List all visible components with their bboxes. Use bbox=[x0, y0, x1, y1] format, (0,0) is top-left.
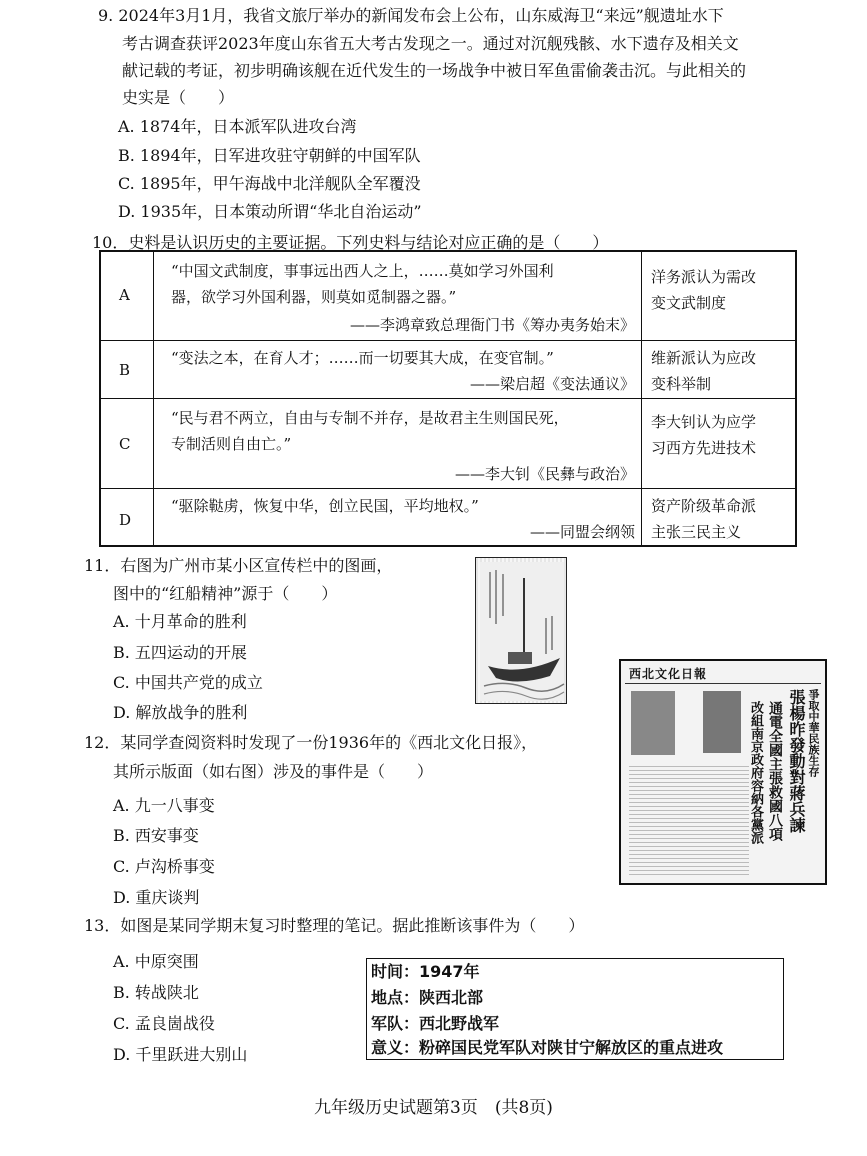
q12-option-d: D. 重庆谈判 bbox=[113, 888, 200, 907]
newspaper-headline-3: 通電全國主張救國八項 bbox=[767, 701, 783, 841]
row-conclusion-line: 洋务派认为需改 bbox=[651, 268, 757, 286]
row-quote-line: “民与君不两立，自由与专制不并存，是故君主生则国民死， bbox=[171, 409, 569, 427]
row-letter: C bbox=[119, 435, 131, 453]
row-conclusion-line: 变文武制度 bbox=[651, 294, 727, 312]
q12-option-c: C. 卢沟桥事变 bbox=[113, 857, 215, 876]
q12-option-a: A. 九一八事变 bbox=[113, 796, 215, 815]
q13-stem: 13．如图是某同学期末复习时整理的笔记。据此推断该事件为（ ） bbox=[84, 916, 585, 935]
q12-stem-line-1: 12．某同学查阅资料时发现了一份1936年的《西北文化日报》， bbox=[84, 733, 538, 752]
newspaper-headline-4: 改組南京政府容納各黨派 bbox=[748, 701, 763, 844]
row-quote-line: “变法之本，在育人才；……而一切要其大成，在变官制。” bbox=[171, 349, 554, 367]
q11-option-d: D. 解放战争的胜利 bbox=[113, 703, 248, 722]
q11-option-b: B. 五四运动的开展 bbox=[113, 643, 247, 662]
portrait-photo bbox=[703, 691, 741, 753]
q9-stem-line-4: 史实是（ ） bbox=[122, 88, 235, 107]
table-row bbox=[101, 340, 795, 398]
row-quote-line: 器，欲学习外国利器，则莫如觅制器之器。” bbox=[171, 288, 457, 306]
q13-option-c: C. 孟良崮战役 bbox=[113, 1014, 215, 1033]
row-conclusion-line: 主张三民主义 bbox=[651, 523, 742, 541]
q13-option-b: B. 转战陕北 bbox=[113, 983, 199, 1002]
q9-option-a: A. 1874年，日本派军队进攻台湾 bbox=[118, 117, 357, 136]
newspaper-clipping bbox=[619, 659, 827, 885]
q13-option-d: D. 千里跃进大别山 bbox=[113, 1045, 248, 1064]
q10-stem: 10．史料是认识历史的主要证据。下列史料与结论对应正确的是（ ） bbox=[92, 233, 609, 252]
q9-stem-line-3: 献记载的考证，初步明确该舰在近代发生的一场战争中被日军鱼雷偷袭击沉。与此相关的 bbox=[122, 61, 747, 80]
row-quote-line: “中国文武制度，事事远出西人之上，……莫如学习外国利 bbox=[171, 262, 554, 280]
row-source: ——同盟会纲领 bbox=[529, 523, 635, 541]
row-source: ——李鸿章致总理衙门书《筹办夷务始末》 bbox=[349, 316, 635, 334]
red-boat-drawing bbox=[476, 558, 567, 704]
row-conclusion-line: 资产阶级革命派 bbox=[651, 497, 757, 515]
row-conclusion-line: 李大钊认为应学 bbox=[651, 413, 757, 431]
note-place: 地点：陕西北部 bbox=[371, 988, 484, 1007]
newspaper-masthead: 西北文化日報 bbox=[629, 667, 708, 681]
page-footer: 九年级历史试题第3页 (共8页) bbox=[314, 1098, 553, 1118]
q9-stem-line-1: 9. 2024年3月1月，我省文旅厅举办的新闻发布会上公布，山东威海卫“来远”舰遗址水下 bbox=[98, 6, 724, 25]
row-letter: B bbox=[119, 361, 131, 379]
row-conclusion-line: 变科举制 bbox=[651, 375, 712, 393]
table-row bbox=[101, 398, 795, 488]
article-text-block bbox=[629, 765, 749, 875]
note-time: 时间：1947年 bbox=[371, 962, 480, 981]
q11-option-c: C. 中国共产党的成立 bbox=[113, 673, 263, 692]
row-letter: A bbox=[119, 286, 130, 304]
table-row bbox=[101, 488, 795, 549]
row-conclusion-line: 习西方先进技术 bbox=[651, 439, 757, 457]
note-army: 军队：西北野战军 bbox=[371, 1014, 500, 1033]
q11-option-a: A. 十月革命的胜利 bbox=[113, 612, 247, 631]
masthead-rule bbox=[625, 683, 821, 684]
review-note-box bbox=[366, 958, 784, 1060]
q9-option-d: D. 1935年，日本策动所谓“华北自治运动” bbox=[118, 202, 422, 221]
row-source: ——梁启超《变法通议》 bbox=[469, 375, 635, 393]
q12-stem-line-2: 其所示版面（如右图）涉及的事件是（ ） bbox=[113, 762, 434, 781]
q13-option-a: A. 中原突围 bbox=[113, 952, 199, 971]
row-quote-line: “驱除鞑虏，恢复中华，创立民国，平均地权。” bbox=[171, 497, 479, 515]
portrait-photo bbox=[631, 691, 675, 755]
table-row bbox=[101, 252, 795, 340]
red-boat-illustration bbox=[475, 557, 567, 704]
q11-stem-line-1: 11．右图为广州市某小区宣传栏中的图画， bbox=[84, 556, 393, 575]
newspaper-headline-1: 爭取中華民族生存 bbox=[807, 689, 820, 777]
q9-option-b: B. 1894年，日军进攻驻守朝鲜的中国军队 bbox=[118, 146, 421, 165]
q12-option-b: B. 西安事变 bbox=[113, 826, 199, 845]
row-conclusion-line: 维新派认为应改 bbox=[651, 349, 757, 367]
q9-option-c: C. 1895年，甲午海战中北洋舰队全军覆没 bbox=[118, 174, 421, 193]
q9-stem-line-2: 考古调查获评2023年度山东省五大考古发现之一。通过对沉舰残骸、水下遗存及相关文 bbox=[122, 34, 739, 53]
q10-table bbox=[99, 250, 797, 547]
row-quote-line: 专制活则自由亡。” bbox=[171, 435, 292, 453]
note-significance: 意义：粉碎国民党军队对陕甘宁解放区的重点进攻 bbox=[371, 1038, 724, 1057]
row-letter: D bbox=[119, 511, 132, 529]
row-source: ——李大钊《民彝与政治》 bbox=[454, 465, 635, 483]
newspaper-headline-2: 張楊昨發動對蔣兵諫 bbox=[787, 689, 806, 833]
q11-stem-line-2: 图中的“红船精神”源于（ ） bbox=[113, 584, 338, 603]
